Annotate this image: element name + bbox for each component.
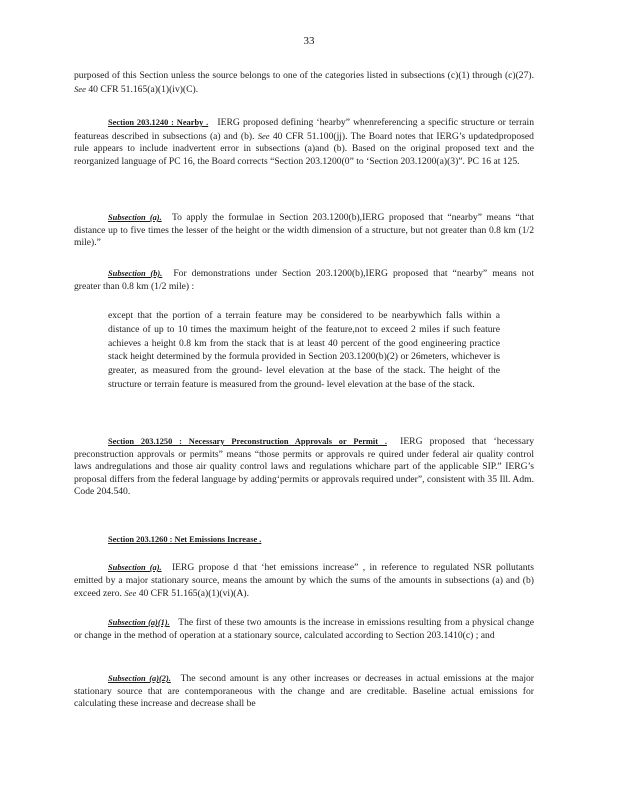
section-heading: Section 203.1250 : Necessary Preconstruction Approvals or Permit . xyxy=(108,437,387,446)
paragraph-section-1250 xyxy=(74,436,534,499)
citation: 40 CFR 51.165(a)(1)(vi)(A). xyxy=(138,588,249,600)
citation: 40 CFR 51.165(a)(1)(iv)(C). xyxy=(88,83,199,95)
subsection-heading: Subsection (a). xyxy=(108,563,162,572)
subsection-heading: Subsection (b). xyxy=(108,269,163,278)
paragraph-subsection-a xyxy=(74,212,534,250)
see-signal: See xyxy=(124,588,137,599)
subsection-heading: Subsection (a)(1). xyxy=(108,618,170,627)
paragraph-subsection-a-net xyxy=(74,562,534,601)
subsection-heading: Subsection (a)(2). xyxy=(108,674,171,683)
subsection-heading: Subsection (a). xyxy=(108,213,162,222)
paragraph-text: To apply the formulae in Section 203.1200(b),IERG proposed that “nearby” means “that distance up to five times the lesser of the height or the width dimension of a structure, but not greater than 0.8 km (1/2 mile).” xyxy=(74,212,535,249)
page-number: 33 xyxy=(303,35,315,47)
paragraph-text: For demonstrations under Section 203.1200(b),IERG proposed that “nearby” means not greater than 0.8 km (1/2 mile) : xyxy=(74,268,534,292)
citation: 40 CFR 51.100(jj). xyxy=(272,130,348,142)
paragraph-text: IERG propose d that ‘het emissions increase” , in reference to regulated NSR pollutants emitted by a major stationary source, means the amount by which the sums of the amounts in subsections (a) and (b) exceed zero. xyxy=(74,562,534,600)
paragraph-subsection-a1 xyxy=(74,617,534,642)
see-signal: See xyxy=(257,130,270,141)
paragraph-text: The first of these two amounts is the increase in emissions resulting from a physical change or change in the method of operation at a stationary source, calculated according to Section 203.1410(c) ; and xyxy=(74,617,534,641)
paragraph-section-1240 xyxy=(74,117,534,168)
paragraph-subsection-b xyxy=(74,268,534,293)
paragraph-section-1260 xyxy=(74,534,534,547)
paragraph-subsection-a2 xyxy=(74,673,534,711)
block-quote: except that the portion of a terrain feature may be considered to be nearbywhich falls within a distance of up to 10 times the maximum height of the feature,not to exceed 2 miles if such feature achieves a height 0.8 km from the stack that is at least 40 percent of the good engineering practice stack height determined by the formula provided in Section 203.1200(b)(2) or 26meters, whichever is greater, as measured from the ground- level elevation at the base of the stack. The height of the structure or terrain feature is measured from the ground- level elevation at the base of the stack. xyxy=(108,310,500,390)
paragraph-intro xyxy=(74,70,534,96)
paragraph-text: IERG proposed that ‘hecessary preconstruction approvals or permits” means “those permits or approvals re quired under federal air quality control laws andregulations and those air quality control laws and regulations whichare part of the applicable SIP.” IERG’s proposal differs from the federal language by adding‘permits or approvals required under”, consistent with 35 Ill. Adm. Code 204.540. xyxy=(74,436,534,498)
paragraph-text: The Board notes that IERG’s updatedproposed rule appears to include inadvertent error in subsections (a)and (b). Based on the original proposed text and the reorganized language of PC 16, the Board corrects “Section 203.1200(0” to ‘Section 203.1200(a)(3)”. PC 16 at 125. xyxy=(74,130,534,167)
section-heading: Section 203.1260 : Net Emissions Increase . xyxy=(108,535,262,544)
see-signal: See xyxy=(74,83,86,94)
paragraph-text: The second amount is any other increases or decreases in actual emissions at the major stationary source that are contemporaneous with the change and are creditable. Baseline actual emissions for calculating these increase and decrease shall be xyxy=(74,673,534,710)
paragraph-text: purposed of this Section unless the source belongs to one of the categories listed in subsections (c)(1) through (c)(27). xyxy=(74,70,534,81)
section-heading: Section 203.1240 : Nearby . xyxy=(108,118,209,127)
paragraph-text: IERG proposed defining ‘hearby” whenreferencing a specific structure or terrain featureas described in subsections (a) and (b). xyxy=(74,117,535,142)
